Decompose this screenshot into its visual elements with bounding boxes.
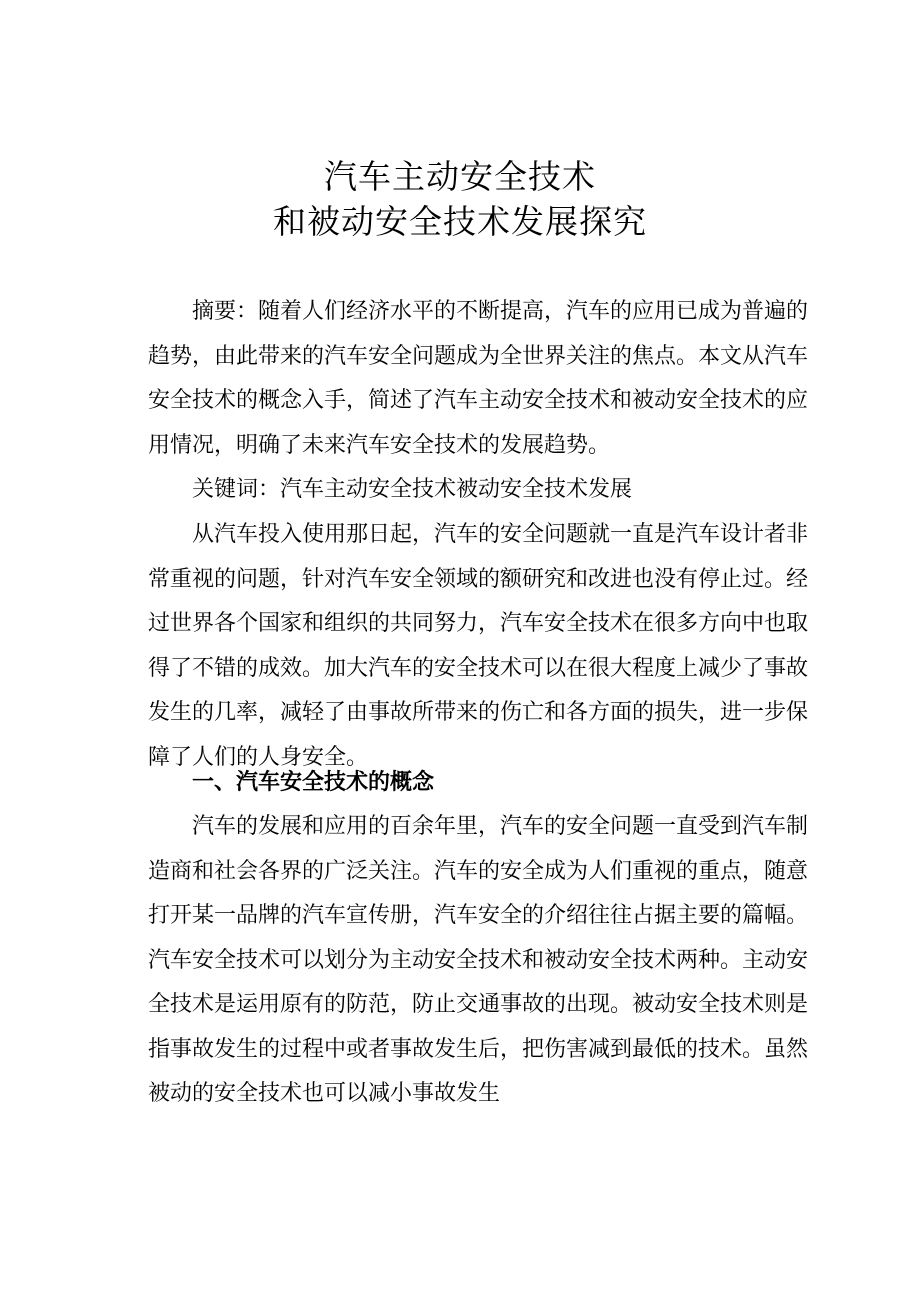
abstract-paragraph: 摘要：随着人们经济水平的不断提高，汽车的应用已成为普遍的趋势，由此带来的汽车安全问题成为全世界关注的焦点。本文从汽车安全技术的概念入手，简述了汽车主动安全技术和被动安全技术的应用情况，明确了未来汽车安全技术的发展趋势。	[148, 299, 809, 458]
document-title-line1: 汽车主动安全技术	[324, 157, 596, 196]
section-heading: 一、汽车安全技术的概念	[192, 770, 435, 795]
document-title-line2: 和被动安全技术发展探究	[273, 202, 647, 241]
intro-paragraph: 从汽车投入使用那日起，汽车的安全问题就一直是汽车设计者非常重视的问题，针对汽车安全领域的额研究和改进也没有停止过。经过世界各个国家和组织的共同努力，汽车安全技术在很多方向中也取得了不错的成效。加大汽车的安全技术可以在很大程度上减少了事故发生的几率，减轻了由事故所带来的伤亡和各方面的损失，进一步保障了人们的人身安全。	[148, 522, 809, 770]
section-paragraph: 汽车的发展和应用的百余年里，汽车的安全问题一直受到汽车制造商和社会各界的广泛关注。汽车的安全成为人们重视的重点，随意打开某一品牌的汽车宣传册，汽车安全的介绍往往占据主要的篇幅。汽车安全技术可以划分为主动安全技术和被动安全技术两种。主动安全技术是运用原有的防范，防止交通事故的出现。被动安全技术则是指事故发生的过程中或者事故发生后，把伤害减到最低的技术。虽然被动的安全技术也可以减小事故发生	[148, 814, 809, 1106]
keywords-paragraph: 关键词：汽车主动安全技术被动安全技术发展	[192, 477, 633, 502]
